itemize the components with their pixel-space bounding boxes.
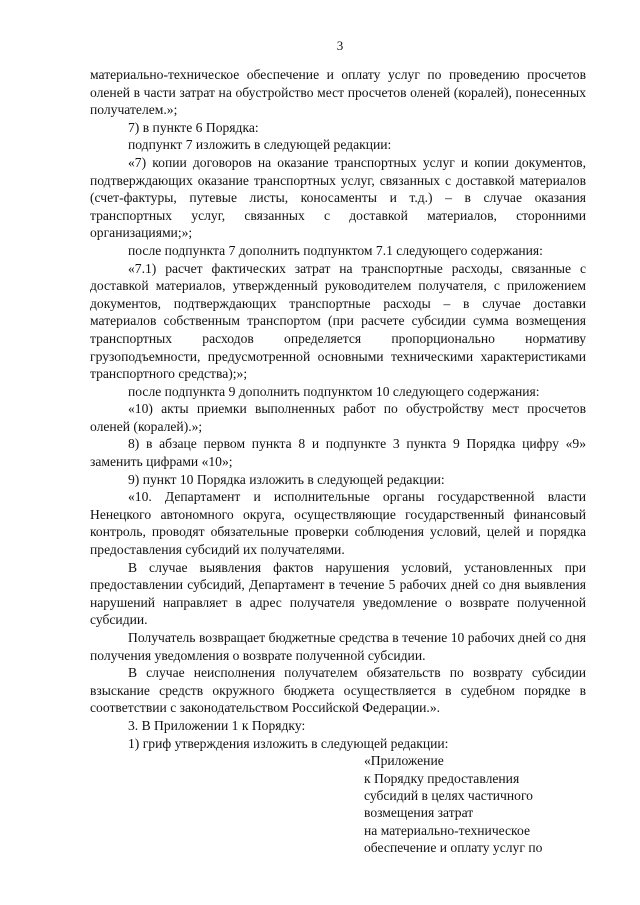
stamp-line: к Порядку предоставления: [364, 770, 520, 786]
paragraph-16: 1) гриф утверждения изложить в следующей редакции:: [128, 735, 449, 751]
approval-stamp-block: [364, 752, 586, 856]
stamp-line: субсидий в целях частичного: [364, 787, 533, 803]
paragraph-5: после подпункта 7 дополнить подпунктом 7.1 следующего содержания:: [128, 242, 543, 258]
paragraph-1: материально-техническое обеспечение и оплату услуг по проведению просчетов оленей в части затрат на обустройство мест просчетов оленей (коралей), понесенных получателем.»;: [90, 67, 586, 118]
paragraph-7: после подпункта 9 дополнить подпунктом 10 следующего содержания:: [128, 383, 540, 399]
paragraph-12: В случае выявления фактов нарушения условий, установленных при предоставлении субсидий, Департамент в течение 5 рабочих дней со дня выявления нарушений направляет в адрес получателя уведомление о возврате полученной субсидии.: [90, 559, 586, 628]
paragraph-2: 7) в пункте 6 Порядка:: [128, 119, 259, 135]
paragraph-13: Получатель возвращает бюджетные средства в течение 10 рабочих дней со дня получения уведомления о возврате полученной субсидии.: [90, 630, 586, 663]
paragraph-11: «10. Департамент и исполнительные органы государственной власти Ненецкого автономного округа, осуществляющие государственный финансовый контроль, проводят обязательные проверки соблюдения условий, целей и порядка предоставления субсидий их получателями.: [90, 489, 586, 558]
paragraph-14: В случае неисполнения получателем обязательств по возврату субсидии взыскание средств окружного бюджета осуществляется в судебном порядке в соответствии с законодательством Российской Федерации.».: [90, 665, 586, 716]
stamp-line: «Приложение: [364, 753, 444, 769]
paragraph-3: подпункт 7 изложить в следующей редакции:: [128, 137, 392, 153]
stamp-line: на материально-техническое: [364, 822, 530, 838]
document-body: [90, 66, 586, 857]
paragraph-9: 8) в абзаце первом пункта 8 и подпункте 3 пункта 9 Порядка цифру «9» заменить цифрами «10»;: [90, 436, 586, 470]
paragraph-15: 3. В Приложении 1 к Порядку:: [128, 717, 306, 733]
page-number: 3: [336, 38, 344, 53]
stamp-line: возмещения затрат: [364, 805, 474, 821]
paragraph-8: «10) акты приемки выполненных работ по обустройству мест просчетов оленей (коралей).»;: [90, 401, 586, 434]
paragraph-4: «7) копии договоров на оказание транспортных услуг и копии документов, подтверждающих оказание транспортных услуг, связанных с доставкой материалов (счет-фактуры, путевые листы, коносаменты и т.д.) – в случае оказания транспортных услуг, связанных с доставкой материалов, сторонними организациями;»;: [90, 154, 586, 241]
paragraph-6: «7.1) расчет фактических затрат на транспортные расходы, связанные с доставкой материалов, утвержденный руководителем получателя, с приложением документов, подтверждающих транспортные расходы – в случае доставки материалов собственным транспортом (при расчете субсидии сумма возмещения транспортных расходов определяется пропорционально нормативу грузоподъемности, предусмотренной основными техническими характеристиками транспортного средства);»;: [90, 260, 586, 382]
stamp-line: обеспечение и оплату услуг по: [364, 840, 543, 856]
paragraph-10: 9) пункт 10 Порядка изложить в следующей редакции:: [128, 471, 445, 487]
